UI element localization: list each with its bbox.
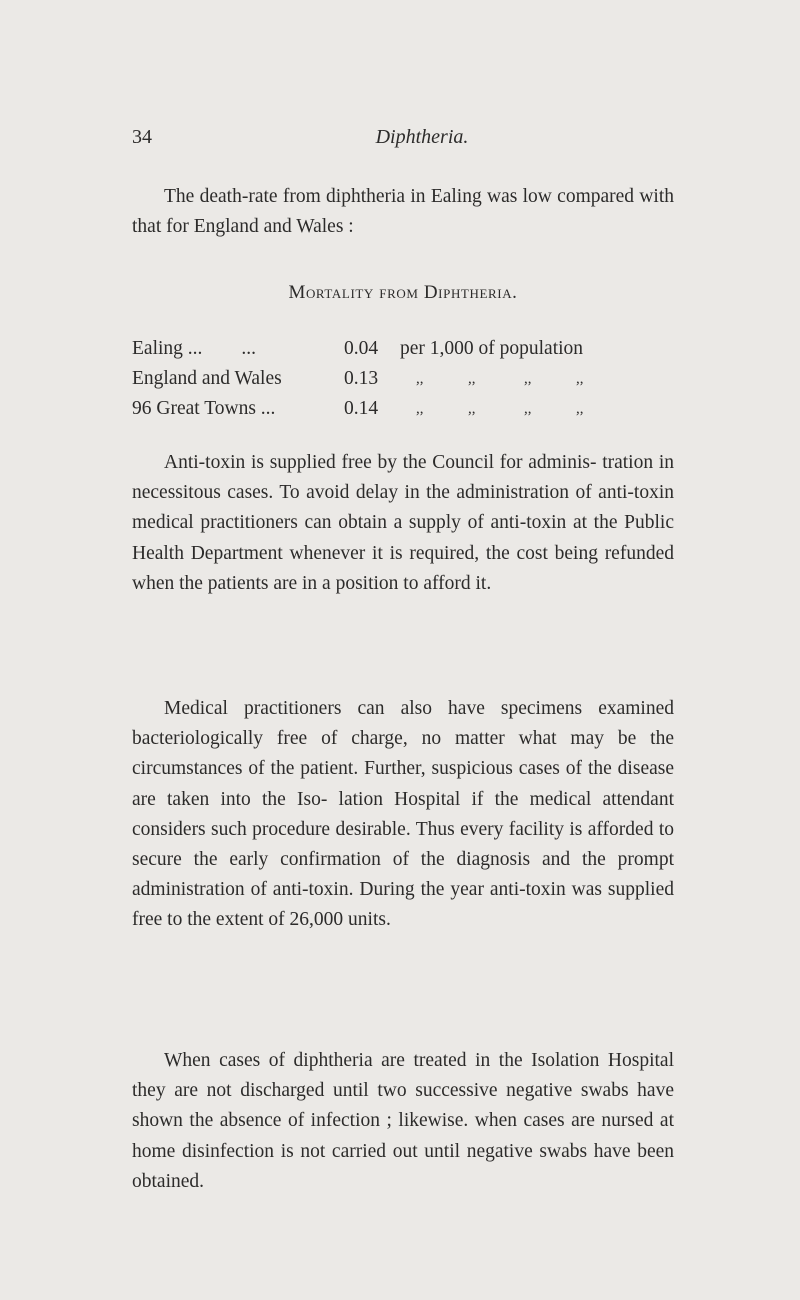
paragraph-anti-toxin-supply: Anti-toxin is supplied free by the Council for adminis- tration in necessitous cases. To avoid delay in the administration of anti-toxin medical practitioners can obtain a supply of anti-toxin at the Public Health Department whenever it is required, the cost being refunded when the patients are in a position to afford it. (132, 452, 674, 594)
table-row (132, 364, 674, 394)
paragraph-discharge: When cases of diphtheria are treated in the Isolation Hospital they are not discharged until two successive negative swabs have shown the absence of infection ; likewise. when cases are nursed at home disinfection is not carried out until negative swabs have been obtained. (132, 1050, 674, 1192)
page-number: 34 (132, 126, 152, 148)
table-row (132, 394, 674, 424)
paragraph-death-rate: The death-rate from diphtheria in Ealing was low compared with that for England and Wales : (132, 186, 674, 238)
table-heading: Mortality from Diphtheria. (288, 282, 518, 303)
ditto-mark: ,, (576, 371, 584, 387)
ditto-mark: ,, (524, 401, 532, 417)
table-cell-place: England and Wales (132, 368, 282, 389)
ditto-mark: ,, (524, 371, 532, 387)
running-title: Diphtheria. (375, 126, 469, 148)
ditto-mark: ,, (576, 401, 584, 417)
ditto-mark: ,, (468, 371, 476, 387)
table-cell-unit: per 1,000 of population (400, 338, 584, 359)
table-cell-place: Ealing ... ... (132, 338, 257, 359)
paragraph-specimens: Medical practitioners can also have specimens examined bacteriologically free of charge, no matter what may be the circumstances of the patient. Further, suspicious cases of the disease are taken into the Iso- lation Hospital if the medical attendant considers such procedure desirable. Thus every facility is afforded to secure the early confirmation of the diagnosis and the prompt administration of anti-toxin. During the year anti-toxin was supplied free to the extent of 26,000 units. (132, 698, 674, 931)
ditto-mark: ,, (416, 371, 424, 387)
ditto-mark: ,, (468, 401, 476, 417)
table-cell-rate: 0.14 (344, 398, 379, 419)
ditto-mark: ,, (416, 401, 424, 417)
running-head (132, 126, 672, 156)
table-cell-rate: 0.13 (344, 368, 379, 389)
mortality-table (132, 334, 674, 424)
table-cell-rate: 0.04 (344, 338, 379, 359)
table-cell-place: 96 Great Towns ... (132, 398, 276, 419)
table-row (132, 334, 674, 364)
